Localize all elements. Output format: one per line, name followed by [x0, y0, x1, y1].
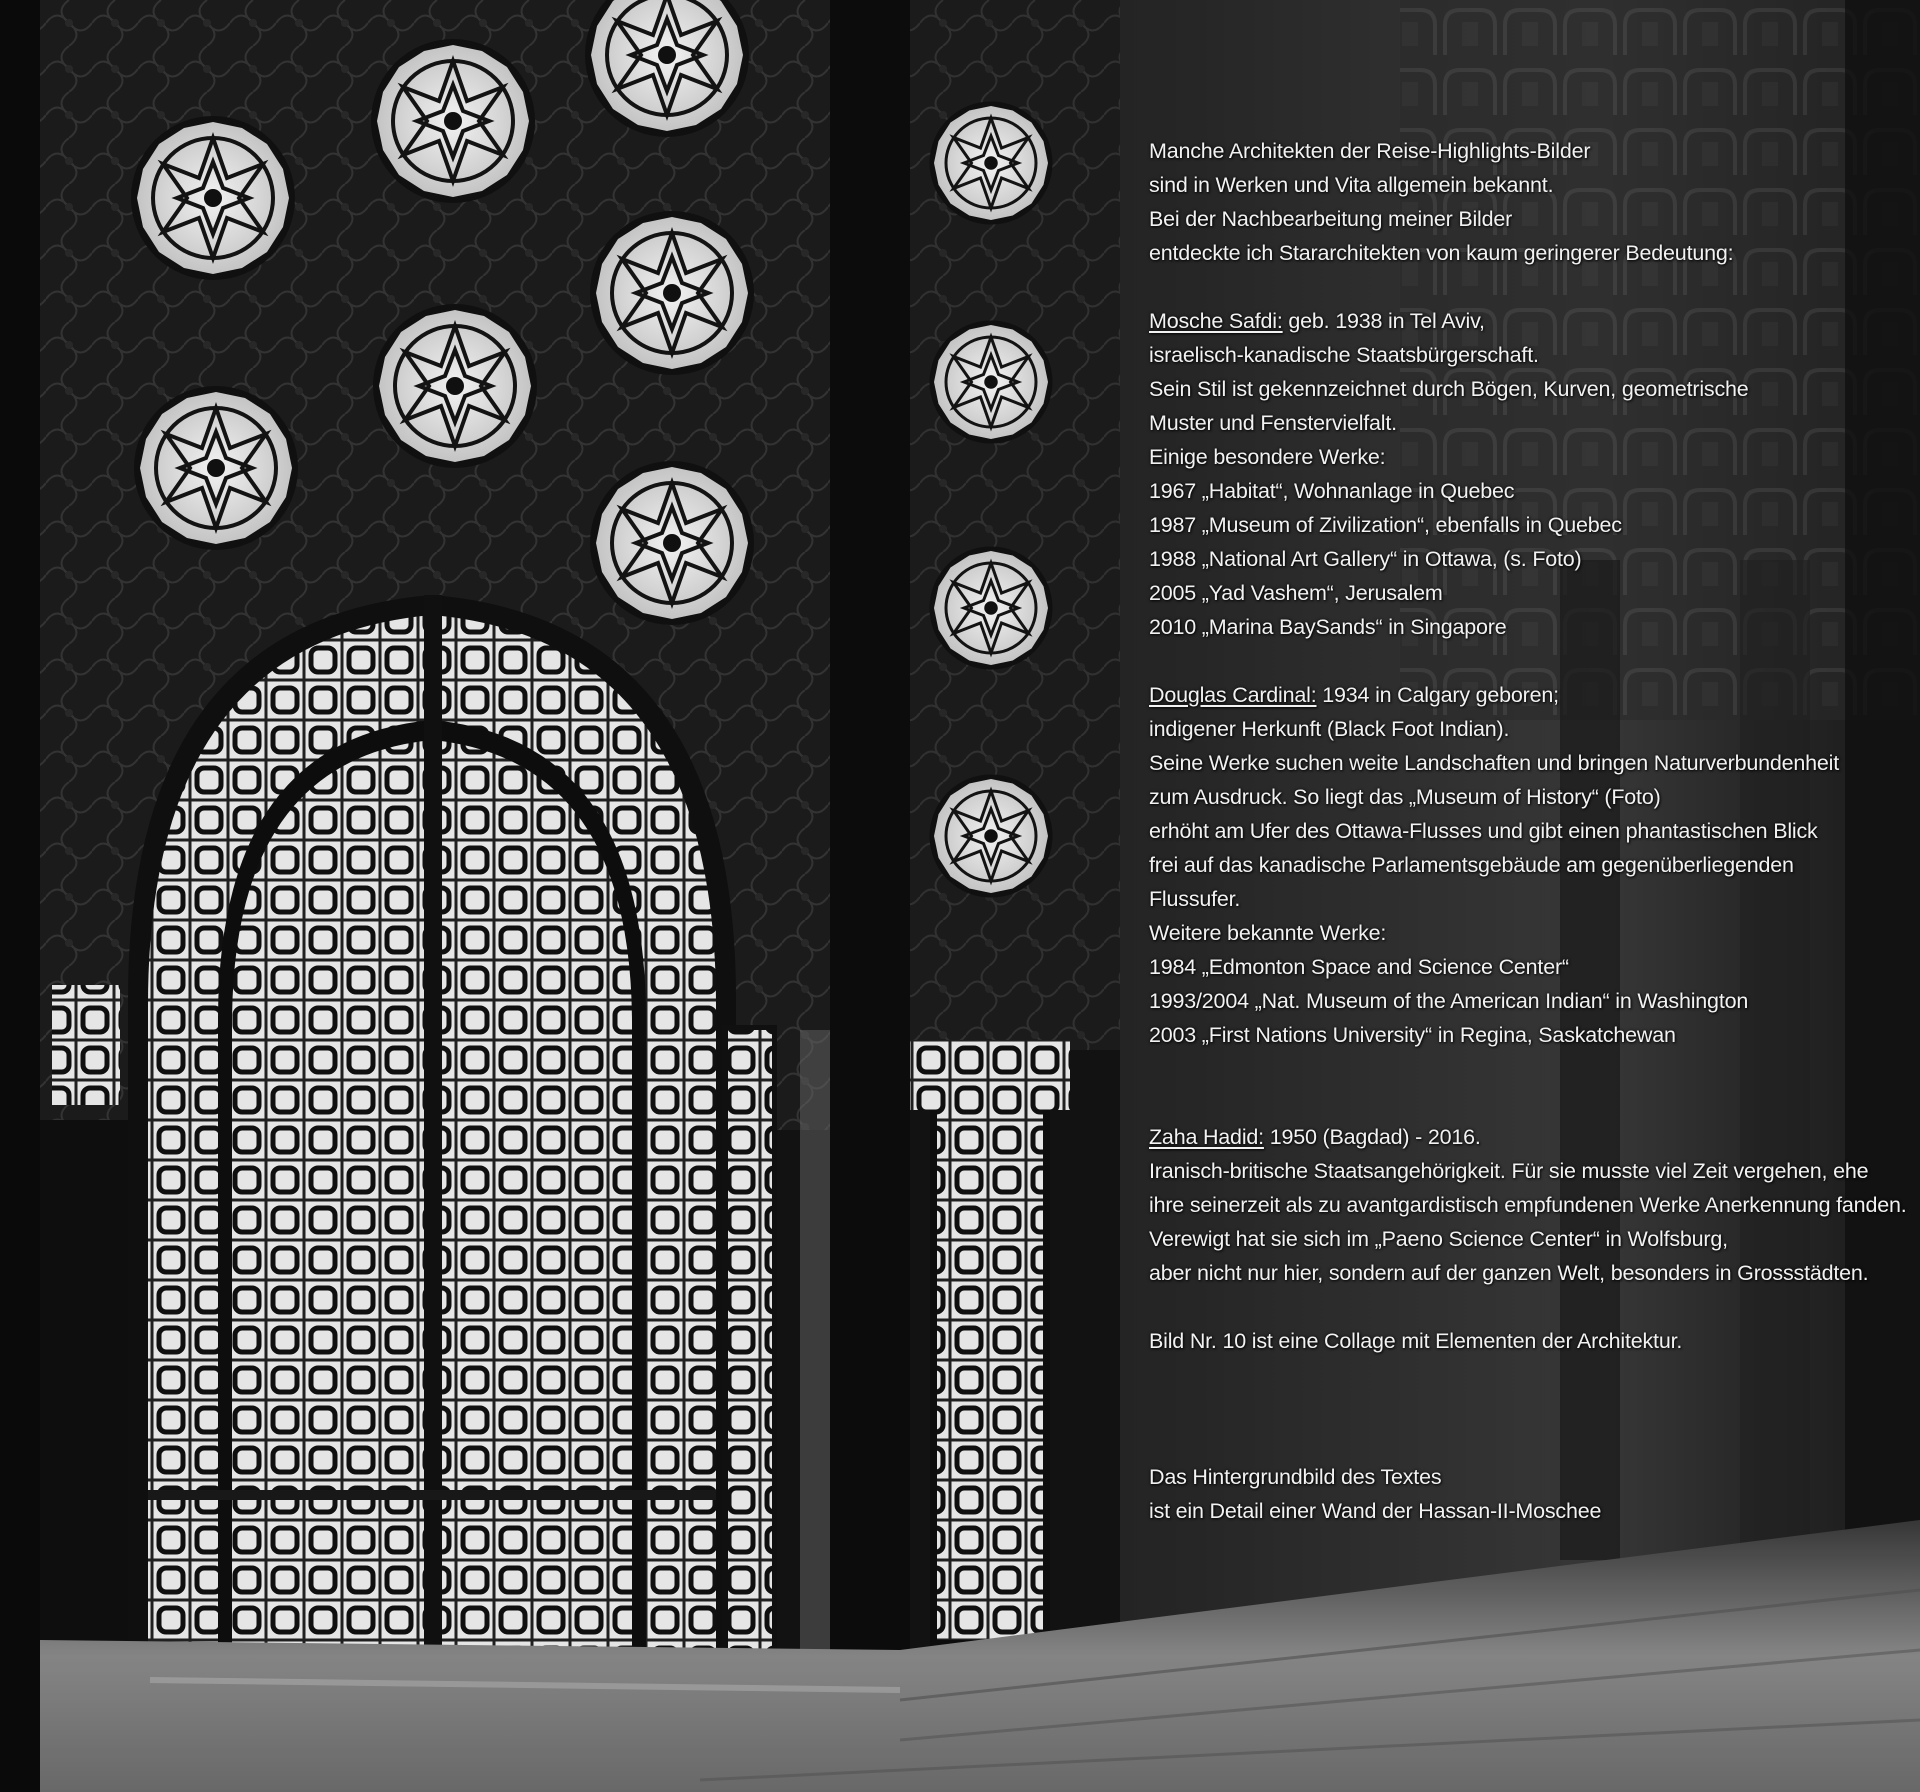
cardinal-line: Seine Werke suchen weite Landschaften und bringen Naturverbundenheit — [1149, 751, 1840, 775]
hadid-section — [1149, 1120, 1907, 1290]
intro-line: sind in Werken und Vita allgemein bekannt. — [1149, 173, 1554, 197]
safdi-section — [1149, 304, 1889, 644]
hadid-first-line: 1950 (Bagdad) - 2016. — [1263, 1125, 1481, 1149]
hadid-line: aber nicht nur hier, sondern auf der ganzen Welt, besonders in Grossstädten. — [1149, 1261, 1869, 1285]
safdi-line: 1967 „Habitat“, Wohnanlage in Quebec — [1149, 479, 1515, 503]
cardinal-line: erhöht am Ufer des Ottawa-Flusses und gibt einen phantastischen Blick — [1149, 819, 1818, 843]
safdi-line: Sein Stil ist gekennzeichnet durch Bögen, Kurven, geometrische — [1149, 377, 1749, 401]
intro-line: entdeckte ich Stararchitekten von kaum geringerer Bedeutung: — [1149, 241, 1734, 265]
cardinal-line: 1984 „Edmonton Space and Science Center“ — [1149, 955, 1569, 979]
text-panel — [1149, 134, 1907, 1528]
safdi-first-line: geb. 1938 in Tel Aviv, — [1282, 309, 1485, 333]
cardinal-line: 2003 „First Nations University“ in Regina, Saskatchewan — [1149, 1023, 1676, 1047]
safdi-line: israelisch-kanadische Staatsbürgerschaft. — [1149, 343, 1539, 367]
cardinal-line: Weitere bekannte Werke: — [1149, 921, 1387, 945]
architect-name: Mosche Safdi: — [1149, 309, 1283, 333]
hadid-line: ihre seinerzeit als zu avantgardistisch empfundenen Werke Anerkennung fanden. — [1149, 1193, 1907, 1217]
background-note-line: ist ein Detail einer Wand der Hassan-II-Moschee — [1149, 1499, 1602, 1523]
cardinal-line: Flussufer. — [1149, 887, 1241, 911]
architect-name: Zaha Hadid: — [1149, 1125, 1264, 1149]
intro-line: Manche Architekten der Reise-Highlights-Bilder — [1149, 139, 1591, 163]
cardinal-line: frei auf das kanadische Parlamentsgebäude am gegenüberliegenden — [1149, 853, 1794, 877]
cardinal-line: 1993/2004 „Nat. Museum of the American Indian“ in Washington — [1149, 989, 1749, 1013]
safdi-line: Einige besondere Werke: — [1149, 445, 1386, 469]
cardinal-heading-line — [1149, 678, 1889, 712]
collage-note: Bild Nr. 10 ist eine Collage mit Elementen der Architektur. — [1149, 1329, 1683, 1353]
safdi-heading-line — [1149, 304, 1889, 338]
hadid-line: Iranisch-britische Staatsangehörigkeit. Für sie musste viel Zeit vergehen, ehe — [1149, 1159, 1869, 1183]
architect-name: Douglas Cardinal: — [1149, 683, 1317, 707]
background-note-line: Das Hintergrundbild des Textes — [1149, 1465, 1442, 1489]
background-note — [1149, 1460, 1889, 1528]
hadid-line: Verewigt hat sie sich im „Paeno Science Center“ in Wolfsburg, — [1149, 1227, 1728, 1251]
hadid-heading-line — [1149, 1120, 1889, 1154]
intro-block — [1149, 134, 1889, 270]
safdi-line: 1987 „Museum of Zivilization“, ebenfalls in Quebec — [1149, 513, 1622, 537]
cardinal-first-line: 1934 in Calgary geboren; — [1316, 683, 1559, 707]
safdi-line: 1988 „National Art Gallery“ in Ottawa, (s. Foto) — [1149, 547, 1582, 571]
safdi-line: 2005 „Yad Vashem“, Jerusalem — [1149, 581, 1443, 605]
safdi-line: Muster und Fenstervielfalt. — [1149, 411, 1397, 435]
intro-line: Bei der Nachbearbeitung meiner Bilder — [1149, 207, 1513, 231]
safdi-line: 2010 „Marina BaySands“ in Singapore — [1149, 615, 1507, 639]
cardinal-section — [1149, 678, 1889, 1052]
cardinal-line: zum Ausdruck. So liegt das „Museum of History“ (Foto) — [1149, 785, 1661, 809]
cardinal-line: indigener Herkunft (Black Foot Indian). — [1149, 717, 1510, 741]
